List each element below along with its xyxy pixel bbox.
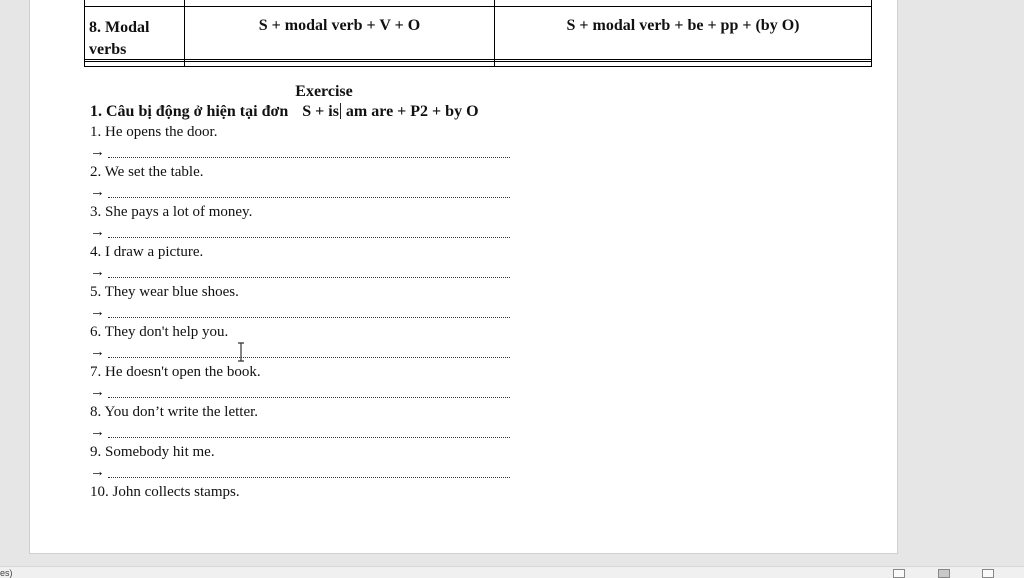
tense-label-line2: verbs bbox=[89, 41, 127, 58]
exercise-section bbox=[90, 82, 590, 502]
exercise-question: 4. I draw a picture. bbox=[90, 244, 204, 260]
tense-label-cell bbox=[85, 7, 185, 67]
arrow-icon: → bbox=[90, 424, 105, 440]
answer-blank[interactable] bbox=[108, 183, 510, 198]
answer-blank[interactable] bbox=[108, 143, 510, 158]
answer-line[interactable] bbox=[90, 222, 590, 242]
arrow-icon: → bbox=[90, 344, 105, 360]
tense-label-line1: 8. Modal bbox=[89, 19, 150, 36]
active-formula-cell: S + modal verb + V + O bbox=[185, 7, 495, 67]
answer-line[interactable] bbox=[90, 182, 590, 202]
exercise-heading-label: 1. Câu bị động ở hiện tại đơn bbox=[90, 103, 289, 120]
exercise-question: 9. Somebody hit me. bbox=[90, 444, 215, 460]
arrow-icon: → bbox=[90, 464, 105, 480]
table-double-border bbox=[84, 59, 872, 62]
status-text: es) bbox=[0, 568, 13, 578]
arrow-icon: → bbox=[90, 384, 105, 400]
answer-blank[interactable] bbox=[108, 263, 510, 278]
arrow-icon: → bbox=[90, 224, 105, 240]
passive-formula-cell: S + modal verb + be + pp + (by O) bbox=[495, 7, 872, 67]
arrow-icon: → bbox=[90, 144, 105, 160]
table-row bbox=[85, 7, 872, 67]
exercise-heading-formula bbox=[302, 103, 478, 120]
exercise-question: 2. We set the table. bbox=[90, 164, 204, 180]
answer-blank[interactable] bbox=[108, 383, 510, 398]
formula-part2: am are + P2 + by O bbox=[341, 103, 479, 120]
arrow-icon: → bbox=[90, 304, 105, 320]
answer-blank[interactable] bbox=[108, 303, 510, 318]
answer-line[interactable] bbox=[90, 262, 590, 282]
answer-blank[interactable] bbox=[108, 463, 510, 478]
grammar-table bbox=[84, 0, 872, 67]
status-bar bbox=[0, 566, 1024, 578]
arrow-icon: → bbox=[90, 264, 105, 280]
exercise-question: 3. She pays a lot of money. bbox=[90, 204, 253, 220]
exercise-question: 8. You don’t write the letter. bbox=[90, 404, 259, 420]
exercise-question: 6. They don't help you. bbox=[90, 324, 229, 340]
exercise-question: 7. He doesn't open the book. bbox=[90, 364, 261, 380]
answer-line[interactable] bbox=[90, 302, 590, 322]
answer-blank[interactable] bbox=[108, 223, 510, 238]
answer-blank[interactable] bbox=[108, 423, 510, 438]
answer-line[interactable] bbox=[90, 382, 590, 402]
exercise-question: 10. John collects stamps. bbox=[90, 484, 240, 500]
text-caret bbox=[340, 103, 341, 119]
answer-line[interactable] bbox=[90, 142, 590, 162]
exercise-title: Exercise bbox=[295, 83, 353, 100]
answer-blank[interactable] bbox=[108, 343, 510, 358]
exercise-question: 1. He opens the door. bbox=[90, 124, 218, 140]
answer-line[interactable] bbox=[90, 342, 590, 362]
document-page[interactable] bbox=[29, 0, 898, 554]
exercise-question: 5. They wear blue shoes. bbox=[90, 284, 239, 300]
formula-part1: S + is bbox=[302, 103, 339, 120]
exercise-heading bbox=[90, 102, 590, 122]
answer-line[interactable] bbox=[90, 422, 590, 442]
answer-line[interactable] bbox=[90, 462, 590, 482]
arrow-icon: → bbox=[90, 184, 105, 200]
text-cursor-icon bbox=[236, 342, 246, 362]
